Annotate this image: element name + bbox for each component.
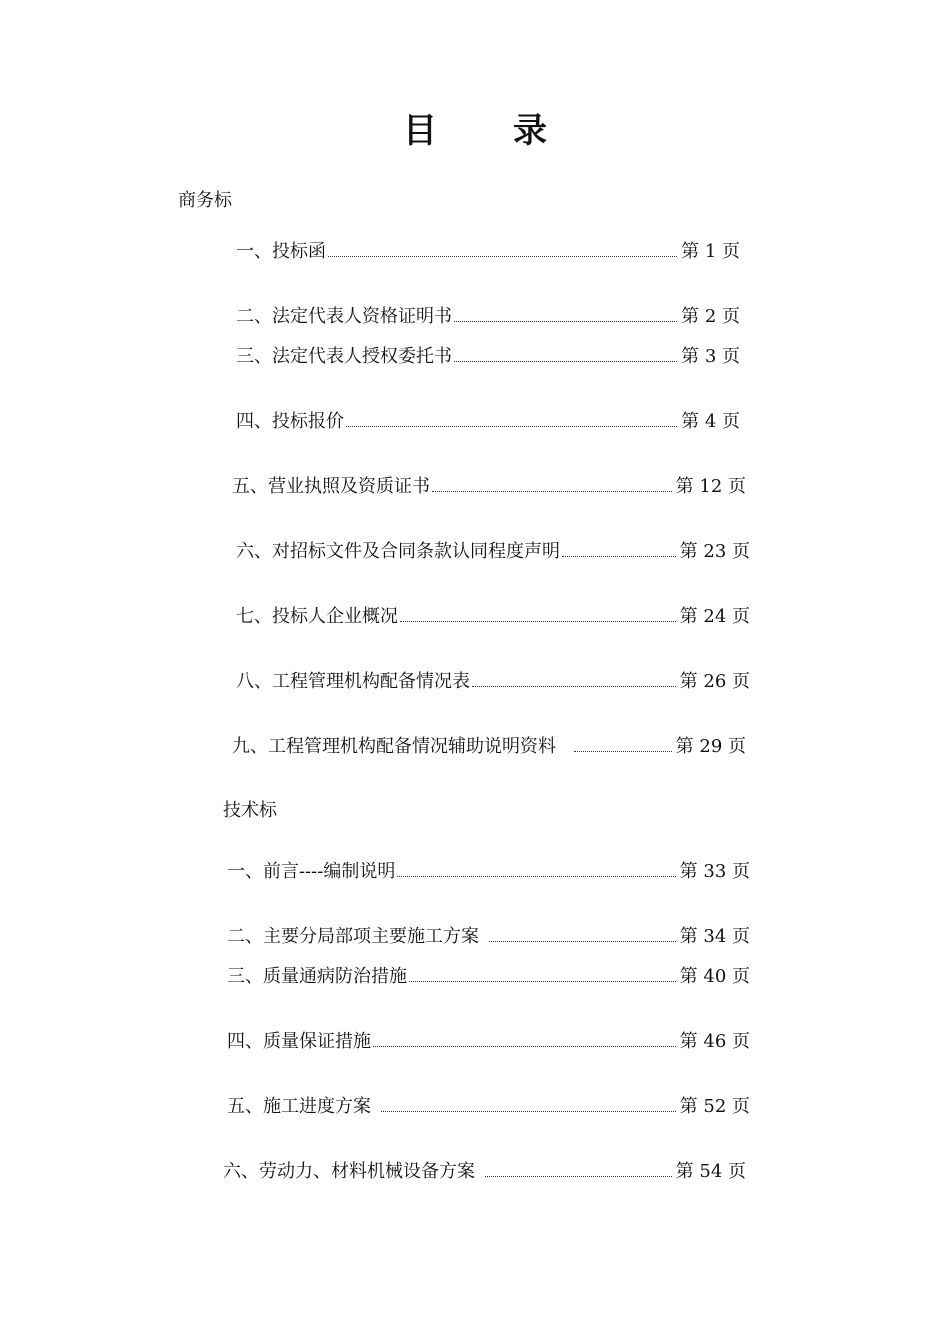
- toc-leader: [489, 940, 676, 942]
- toc-entry[interactable]: [236, 407, 740, 433]
- toc-entry-label: 三、质量通病防治措施: [227, 966, 407, 987]
- toc-entry[interactable]: [227, 1092, 750, 1118]
- toc-entry-label: 四、质量保证措施: [227, 1031, 371, 1052]
- toc-leader: [472, 685, 676, 687]
- toc-entry-page: 第 54 页: [675, 1161, 746, 1182]
- toc-entry-page: 第 1 页: [681, 241, 740, 262]
- toc-leader: [397, 875, 675, 877]
- page-title: [0, 103, 950, 152]
- toc-entry-page: 第 24 页: [679, 606, 750, 627]
- toc-leader: [409, 980, 676, 982]
- toc-entry-label: 七、投标人企业概况: [236, 606, 398, 627]
- toc-entry-page: 第 12 页: [675, 476, 746, 497]
- toc-leader: [562, 555, 676, 557]
- toc-entry-page: 第 52 页: [679, 1096, 750, 1117]
- toc-entry-label: 四、投标报价: [236, 411, 344, 432]
- business-heading: 商务标: [178, 190, 232, 211]
- toc-entry-label: 一、前言----编制说明: [227, 861, 396, 882]
- toc-leader: [454, 360, 677, 362]
- toc-entry-page: 第 26 页: [679, 671, 750, 692]
- toc-entry[interactable]: [236, 302, 740, 328]
- toc-entry[interactable]: [236, 602, 750, 628]
- toc-leader: [485, 1175, 672, 1177]
- toc-leader: [400, 620, 676, 622]
- toc-entry-label: 六、对招标文件及合同条款认同程度声明: [236, 541, 560, 562]
- toc-entry-label: 三、法定代表人授权委托书: [236, 346, 452, 367]
- toc-entry-label: 二、主要分局部项主要施工方案: [227, 926, 479, 947]
- toc-entry[interactable]: [227, 857, 750, 883]
- toc-entry-page: 第 40 页: [679, 966, 750, 987]
- toc-entry-label: 六、劳动力、材料机械设备方案: [223, 1161, 475, 1182]
- toc-entry-label: 二、法定代表人资格证明书: [236, 306, 452, 327]
- toc-entry-label: 五、施工进度方案: [227, 1096, 371, 1117]
- toc-leader: [574, 750, 672, 752]
- title-char-1: 目: [403, 111, 437, 151]
- toc-leader: [346, 425, 677, 427]
- toc-entry[interactable]: [236, 667, 750, 693]
- toc-entry[interactable]: [232, 472, 746, 498]
- toc-entry-page: 第 23 页: [679, 541, 750, 562]
- toc-entry-page: 第 34 页: [679, 926, 750, 947]
- toc-entry[interactable]: [236, 537, 750, 563]
- toc-entry-label: 八、工程管理机构配备情况表: [236, 671, 470, 692]
- toc-leader: [373, 1045, 676, 1047]
- toc-entry[interactable]: [227, 922, 750, 948]
- toc-leader: [432, 490, 672, 492]
- technical-heading: 技术标: [223, 800, 277, 821]
- toc-entry-page: 第 4 页: [681, 411, 740, 432]
- toc-leader: [328, 255, 677, 257]
- toc-entry-page: 第 29 页: [675, 736, 746, 757]
- toc-leader: [381, 1110, 676, 1112]
- toc-entry-label: 九、工程管理机构配备情况辅助说明资料: [232, 736, 556, 757]
- toc-entry[interactable]: [236, 237, 740, 263]
- toc-entry[interactable]: [232, 732, 746, 758]
- toc-entry-page: 第 3 页: [681, 346, 740, 367]
- title-char-2: 录: [513, 111, 547, 151]
- toc-entry[interactable]: [223, 1157, 746, 1183]
- toc-entry-page: 第 46 页: [679, 1031, 750, 1052]
- toc-entry-label: 一、投标函: [236, 241, 326, 262]
- toc-entry-page: 第 2 页: [681, 306, 740, 327]
- toc-entry[interactable]: [227, 962, 750, 988]
- toc-entry-page: 第 33 页: [679, 861, 750, 882]
- toc-entry[interactable]: [236, 342, 740, 368]
- toc-entry[interactable]: [227, 1027, 750, 1053]
- toc-leader: [454, 320, 677, 322]
- toc-entry-label: 五、营业执照及资质证书: [232, 476, 430, 497]
